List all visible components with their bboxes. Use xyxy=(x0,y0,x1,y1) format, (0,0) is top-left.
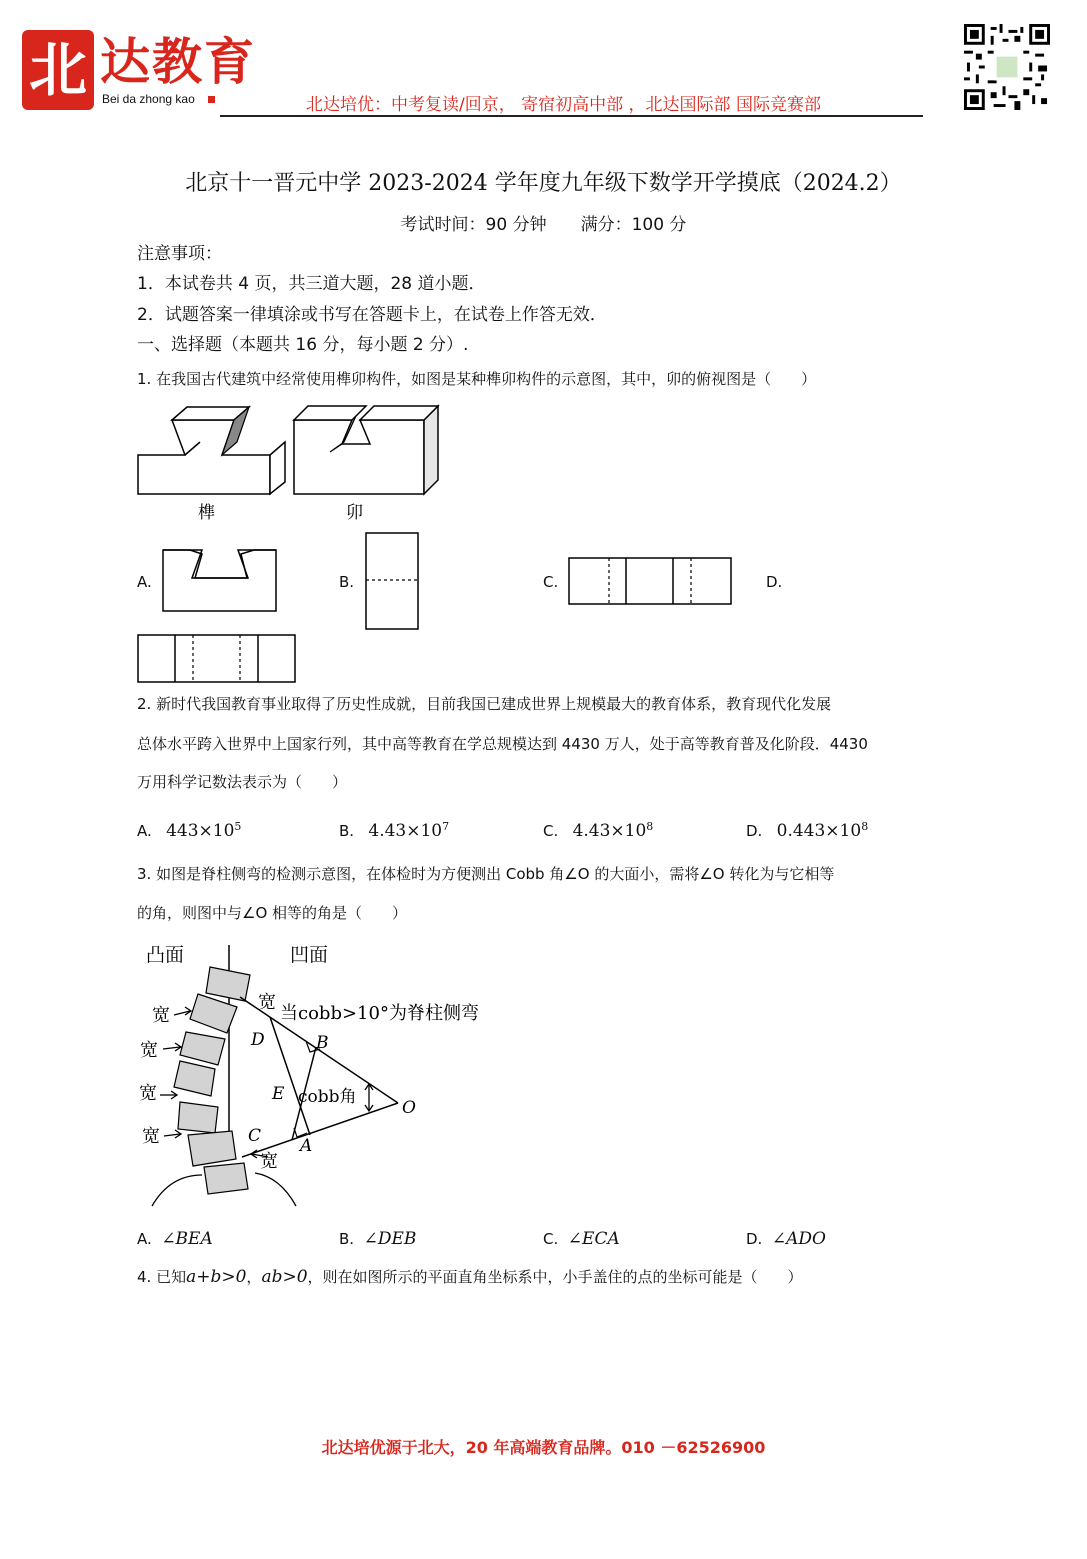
point-e: E xyxy=(272,1084,285,1104)
q2-option-b: B. $4.43\times 10^7$ xyxy=(339,820,450,841)
exam-info: 考试时间：90 分钟 满分：100 分 xyxy=(400,215,687,235)
spine-cobb-figure xyxy=(130,935,490,1210)
question-1-text: 1. 在我国古代建筑中经常使用榫卯构件，如图是某种榫卯构件的示意图，其中，卯的俯视图是（ ） xyxy=(137,370,817,388)
notice-item: 1．本试卷共 4 页，共三道大题，28 道小题． xyxy=(137,274,486,294)
question-3-line: 3. 如图是脊柱侧弯的检测示意图，在体检时为方便测出 Cobb 角∠O 的大面小，需将∠O 转化为与它相等 xyxy=(137,865,835,883)
logo-name: 达教育 xyxy=(100,32,256,91)
question-3-line: 的角，则图中与∠O 相等的角是（ ） xyxy=(137,904,408,922)
logo-dot xyxy=(208,96,215,103)
label-wide: 宽 xyxy=(140,1040,158,1061)
question-2-line: 总体水平跨入世界中上国家行列，其中高等教育在学总规模达到 4430 万人，处于高等教育普及化阶段．4430 xyxy=(137,735,868,753)
point-o: O xyxy=(402,1098,416,1118)
question-2-line: 万用科学记数法表示为（ ） xyxy=(137,773,348,791)
cobb-angle-label: cobb角 xyxy=(298,1087,357,1107)
header-slogan: 北达培优：中考复读/回京， 寄宿初高中部 ，北达国际部 国际竞赛部 xyxy=(306,95,821,115)
point-c: C xyxy=(248,1126,262,1146)
q3-option-b: B. ∠DEB xyxy=(339,1229,417,1249)
question-2-line: 2. 新时代我国教育事业取得了历史性成就，目前我国已建成世界上规模最大的教育体系，教育现代化发展 xyxy=(137,695,832,713)
qr-code-icon xyxy=(964,24,1050,110)
option-label-a: A. xyxy=(137,573,152,591)
q3-option-c: C. ∠ECA xyxy=(543,1229,620,1249)
point-a: A xyxy=(300,1136,313,1156)
logo-mark: 北 xyxy=(28,36,87,104)
option-label-b: B. xyxy=(339,573,355,591)
notice-item: 2．试题答案一律填涂或书写在答题卡上，在试卷上作答无效． xyxy=(137,305,607,325)
label-wide: 宽 xyxy=(142,1126,160,1147)
label-mortise: 卯 xyxy=(346,503,363,523)
q3-option-d: D. ∠ADO xyxy=(746,1229,826,1249)
q2-option-d: D. $0.443\times 10^8$ xyxy=(746,820,869,841)
option-d-figure xyxy=(136,633,298,685)
label-wide: 宽 xyxy=(139,1083,157,1104)
label-wide: 宽 xyxy=(258,992,276,1013)
q3-option-a: A. ∠BEA xyxy=(137,1229,213,1249)
point-b: B xyxy=(316,1033,329,1053)
notice-heading: 注意事项： xyxy=(137,244,222,264)
label-concave: 凹面 xyxy=(290,944,329,966)
option-b-figure xyxy=(364,531,420,631)
header-rule xyxy=(220,115,923,117)
exam-title: 北京十一晋元中学 2023-2024 学年度九年级下数学开学摸底（2024.2） xyxy=(185,171,902,196)
label-wide: 宽 xyxy=(260,1151,278,1172)
point-d: D xyxy=(251,1030,265,1050)
footer-slogan: 北达培优源于北大，20 年高端教育品牌。010 －62526900 xyxy=(321,1438,766,1457)
option-a-figure xyxy=(162,546,280,614)
option-c-figure xyxy=(567,556,733,606)
question-4-text: 4. 已知a+b>0，ab>0，则在如图所示的平面直角坐标系中，小手盖住的点的坐标可能是（ ） xyxy=(137,1267,803,1287)
label-convex: 凸面 xyxy=(146,944,185,966)
option-label-c: C. xyxy=(543,573,559,591)
label-tenon: 榫 xyxy=(198,503,215,523)
q2-option-a: A. $443\times 10^5$ xyxy=(137,820,242,841)
q2-option-c: C. $4.43\times 10^8$ xyxy=(543,820,654,841)
label-wide: 宽 xyxy=(152,1005,170,1026)
tenon-mortise-figure xyxy=(130,400,450,530)
section-heading: 一、选择题（本题共 16 分，每小题 2 分）. xyxy=(137,335,469,355)
logo-pinyin: Bei da zhong kao xyxy=(102,92,195,106)
option-label-d: D. xyxy=(766,573,783,591)
cobb-note: 当cobb>10°为脊柱侧弯 xyxy=(280,1003,479,1024)
